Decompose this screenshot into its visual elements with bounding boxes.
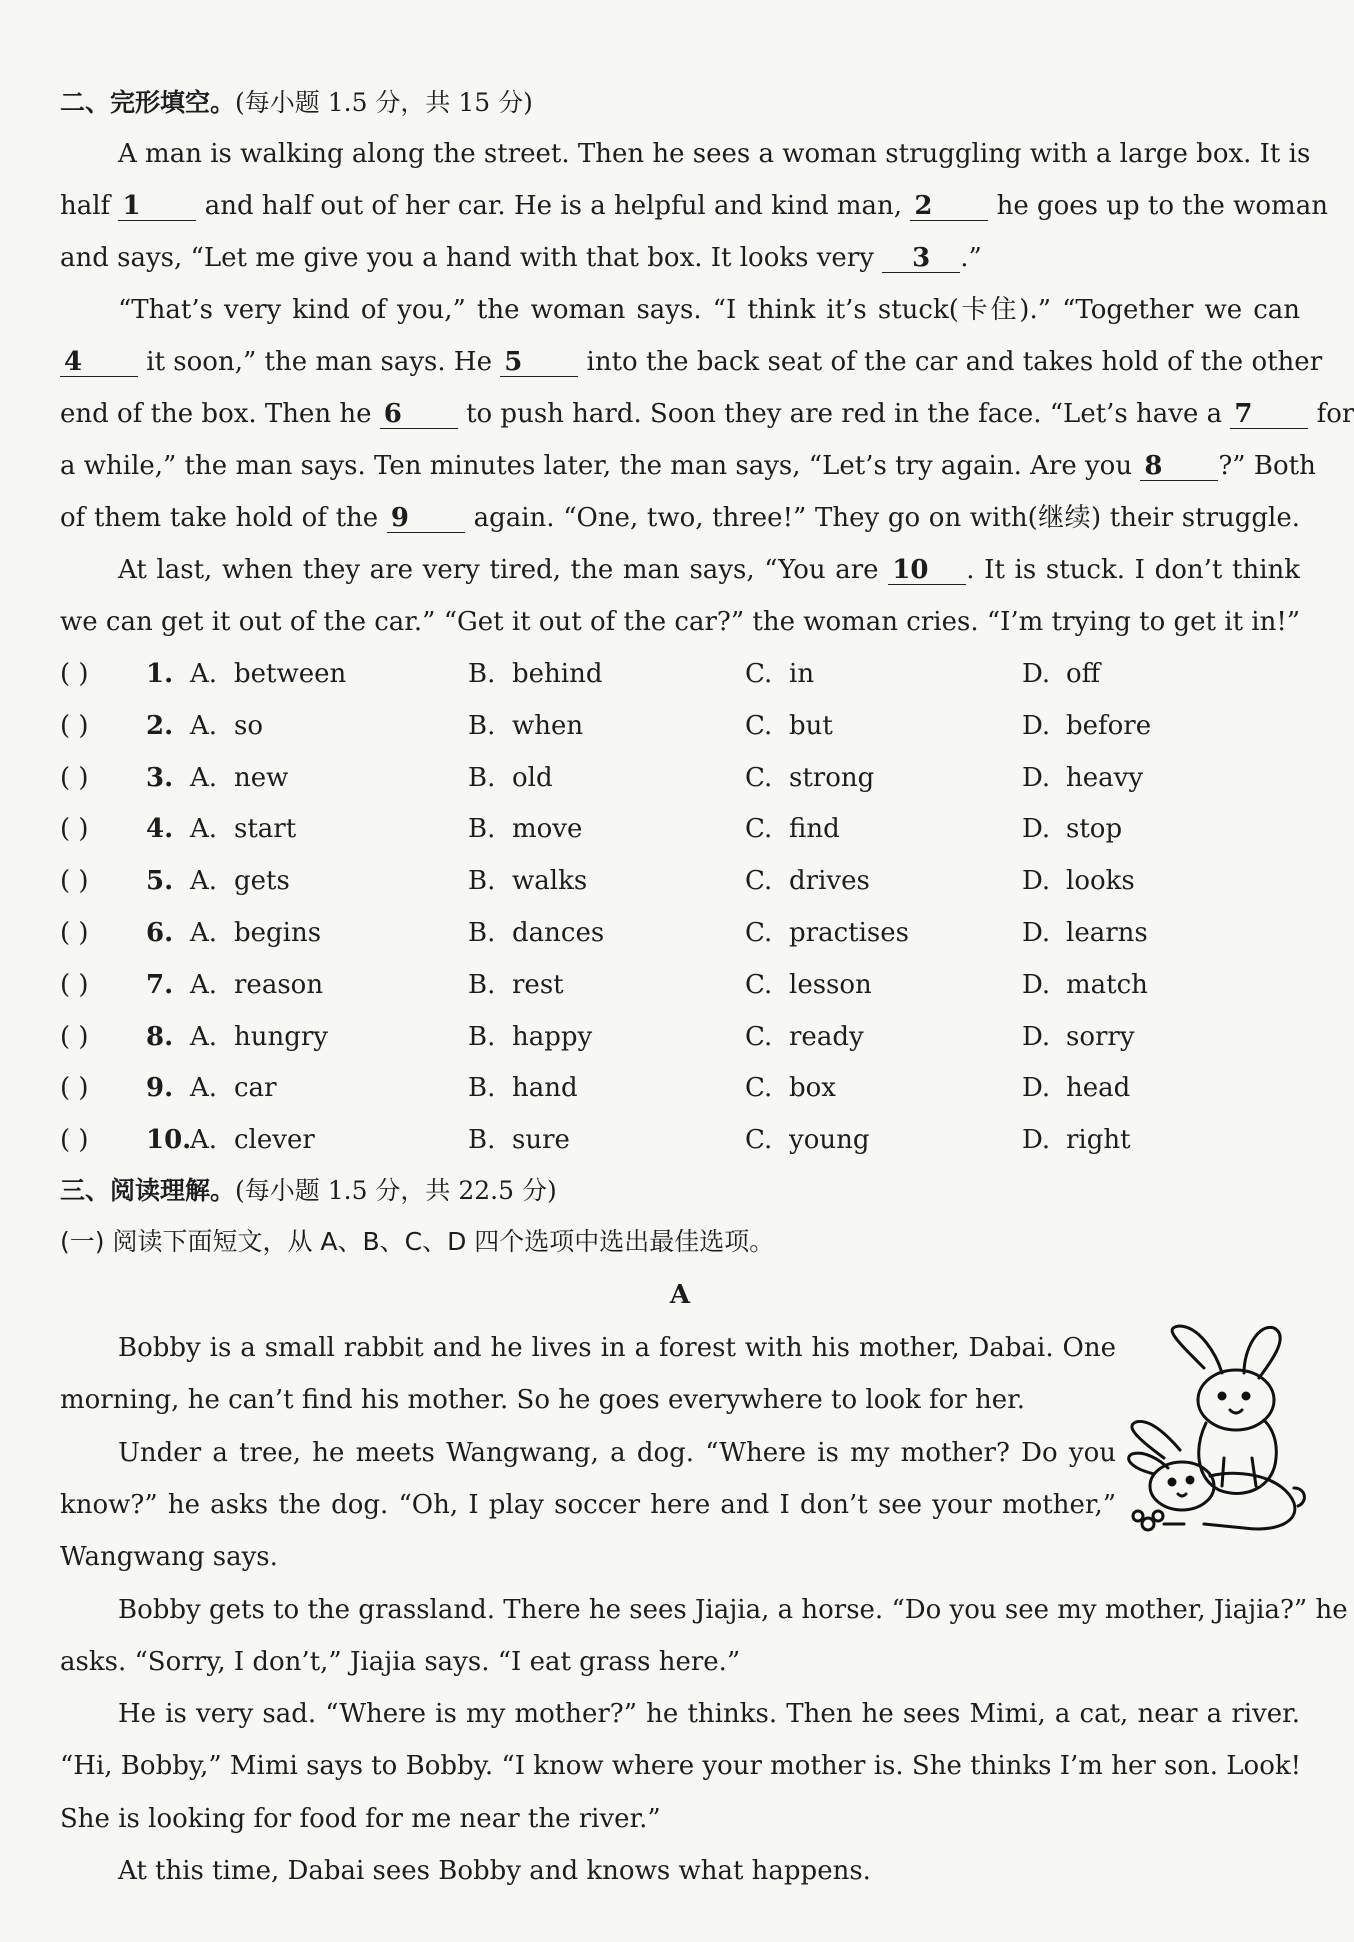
cloze-p2-line4: a while,” the man says. Ten minutes later, the man says, “Let’s try again. Are you 8 ?” Both <box>60 451 1316 481</box>
option-a <box>190 916 321 950</box>
blank-7: 7 <box>1230 400 1308 429</box>
option-letter: A. <box>190 866 218 897</box>
cloze-p1-line1: A man is walking along the street. Then he sees a woman struggling with a large box. It is <box>118 139 1311 169</box>
option-text: looks <box>1066 866 1135 897</box>
cloze-p2-line2: 4 it soon,” the man says. He 5 into the back seat of the car and takes hold of the other <box>60 345 1300 379</box>
option-letter: D. <box>1022 866 1051 897</box>
option-text: learns <box>1066 918 1148 948</box>
option-text: new <box>234 762 289 793</box>
passage-line: asks. “Sorry, I don’t,” Jiajia says. “I eat grass here.” <box>60 1646 741 1677</box>
option-letter: C. <box>745 1073 773 1104</box>
option-letter: B. <box>468 814 496 845</box>
option-text: stop <box>1066 814 1123 845</box>
section2-note: (每小题 1.5 分，共 15 分) <box>235 88 533 117</box>
option-b <box>468 657 602 691</box>
option-d <box>1022 657 1100 691</box>
answer-box[interactable]: ( ) <box>60 762 89 793</box>
cloze-p2-line5: of them take hold of the 9 again. “One, two, three!” They go on with(继续) their struggle. <box>60 503 1301 533</box>
answer-box[interactable]: ( ) <box>60 1021 89 1052</box>
option-d <box>1022 1020 1135 1054</box>
question-row <box>60 1123 1300 1157</box>
option-d <box>1022 1123 1131 1157</box>
blank-9: 9 <box>387 504 465 533</box>
option-d <box>1022 916 1148 950</box>
question-number: 2. <box>146 710 174 741</box>
option-letter: D. <box>1022 762 1051 793</box>
question-number: 1. <box>146 659 174 689</box>
cloze-p3-line1: At last, when they are very tired, the man says, “You are 10 . It is stuck. I don’t think <box>118 555 1301 585</box>
option-letter: C. <box>745 659 773 689</box>
blank-3: 3 <box>882 244 960 273</box>
blank-1: 1 <box>118 192 196 221</box>
option-text: head <box>1066 1073 1131 1104</box>
blank-2: 2 <box>910 192 988 221</box>
section3-instruction: (一) 阅读下面短文，从 A、B、C、D 四个选项中选出最佳选项。 <box>60 1227 775 1256</box>
answer-box[interactable]: ( ) <box>60 1125 89 1156</box>
option-text: practises <box>789 918 909 948</box>
section2-heading <box>60 86 1300 120</box>
option-letter: C. <box>745 866 773 897</box>
option-letter: D. <box>1022 710 1051 741</box>
question-row <box>60 968 1300 1002</box>
option-a <box>190 1020 328 1054</box>
option-letter: D. <box>1022 1021 1051 1052</box>
option-text: box <box>789 1073 836 1104</box>
question-number: 10. <box>146 1125 192 1156</box>
option-text: rest <box>512 969 564 1000</box>
question-number: 5. <box>146 866 174 897</box>
passage-line: She is looking for food for me near the river.” <box>60 1803 661 1834</box>
answer-box[interactable]: ( ) <box>60 918 89 948</box>
question-number: 4. <box>146 814 174 845</box>
option-letter: A. <box>190 918 218 948</box>
blank-10: 10 <box>888 556 966 585</box>
cloze-p1-line3: and says, “Let me give you a hand with that box. It looks very 3 .” <box>60 243 982 273</box>
answer-box[interactable]: ( ) <box>60 659 89 689</box>
option-text: hand <box>512 1073 578 1104</box>
section3-note: (每小题 1.5 分，共 22.5 分) <box>235 1176 557 1205</box>
option-letter: C. <box>745 814 773 845</box>
passage-line: He is very sad. “Where is my mother?” he thinks. Then he sees Mimi, a cat, near a river. <box>118 1699 1300 1730</box>
option-letter: C. <box>745 969 773 1000</box>
question-number: 7. <box>146 969 174 1000</box>
option-text: hungry <box>234 1021 328 1052</box>
option-a <box>190 968 323 1002</box>
answer-box[interactable]: ( ) <box>60 969 89 1000</box>
option-letter: B. <box>468 659 496 689</box>
section2-title: 二、完形填空。 <box>60 88 236 117</box>
option-letter: A. <box>190 1073 218 1104</box>
section3-heading <box>60 1174 1300 1208</box>
option-letter: D. <box>1022 659 1051 689</box>
question-row <box>60 657 1300 691</box>
option-c <box>745 657 814 691</box>
option-text: right <box>1066 1125 1131 1156</box>
passage-line: Wangwang says. <box>60 1542 278 1573</box>
option-text: young <box>789 1125 870 1156</box>
answer-box[interactable]: ( ) <box>60 710 89 741</box>
option-text: when <box>512 710 584 741</box>
option-letter: B. <box>468 1021 496 1052</box>
option-b <box>468 709 583 743</box>
option-text: off <box>1066 659 1101 689</box>
option-text: match <box>1066 969 1148 1000</box>
question-number: 8. <box>146 1021 174 1052</box>
blank-5: 5 <box>500 348 578 377</box>
option-c <box>745 1123 869 1157</box>
option-text: start <box>234 814 297 845</box>
passage-line: Under a tree, he meets Wangwang, a dog. “Where is my mother? Do you <box>118 1437 1116 1468</box>
passage-line: Bobby is a small rabbit and he lives in a forest with his mother, Dabai. One <box>118 1333 1116 1363</box>
question-number: 3. <box>146 762 174 793</box>
option-letter: B. <box>468 1125 496 1156</box>
option-d <box>1022 812 1122 846</box>
option-text: heavy <box>1066 762 1144 793</box>
answer-box[interactable]: ( ) <box>60 814 89 845</box>
option-text: old <box>512 762 553 793</box>
option-letter: B. <box>468 1073 496 1104</box>
option-d <box>1022 761 1143 795</box>
option-c <box>745 864 870 898</box>
option-text: car <box>234 1073 277 1104</box>
option-text: before <box>1066 710 1152 741</box>
option-a <box>190 864 290 898</box>
option-text: lesson <box>789 969 872 1000</box>
cloze-p1-line2: half 1 and half out of her car. He is a helpful and kind man, 2 he goes up to the woman <box>60 191 1328 221</box>
rabbits-illustration <box>1124 1318 1310 1534</box>
option-letter: C. <box>745 710 773 741</box>
option-text: strong <box>789 762 875 793</box>
blank-6: 6 <box>380 400 458 429</box>
option-d <box>1022 968 1148 1002</box>
option-text: ready <box>789 1021 864 1052</box>
option-text: find <box>789 814 840 845</box>
passage-line: Bobby gets to the grassland. There he sees Jiajia, a horse. “Do you see my mother, Jiajia?” he <box>118 1594 1348 1625</box>
option-text: sure <box>512 1125 570 1156</box>
passage-title: A <box>669 1280 691 1310</box>
option-letter: D. <box>1022 1073 1051 1104</box>
option-text: between <box>234 659 347 689</box>
option-b <box>468 864 587 898</box>
question-number: 6. <box>146 918 174 948</box>
option-a <box>190 709 263 743</box>
question-row <box>60 812 1300 846</box>
blank-8: 8 <box>1140 452 1218 481</box>
option-c <box>745 1071 836 1105</box>
option-letter: B. <box>468 762 496 793</box>
answer-box[interactable]: ( ) <box>60 1073 89 1104</box>
option-a <box>190 1071 277 1105</box>
section3-title: 三、阅读理解。 <box>60 1176 236 1205</box>
answer-box[interactable]: ( ) <box>60 866 89 897</box>
option-letter: C. <box>745 762 773 793</box>
option-c <box>745 916 909 950</box>
option-c <box>745 812 840 846</box>
option-b <box>468 1020 592 1054</box>
question-row <box>60 1071 1300 1105</box>
option-b <box>468 1071 578 1105</box>
option-letter: B. <box>468 710 496 741</box>
option-letter: A. <box>190 814 218 845</box>
passage-line: “Hi, Bobby,” Mimi says to Bobby. “I know where your mother is. She thinks I’m her son. Look! <box>60 1751 1302 1782</box>
question-number: 9. <box>146 1073 174 1104</box>
cloze-p3-line2: we can get it out of the car.” “Get it out of the car?” the woman cries. “I’m trying to get it in!” <box>60 607 1301 637</box>
question-row <box>60 864 1300 898</box>
option-text: move <box>512 814 583 845</box>
option-letter: D. <box>1022 918 1051 948</box>
option-text: drives <box>789 866 870 897</box>
option-text: sorry <box>1066 1021 1135 1052</box>
option-text: dances <box>512 918 605 948</box>
option-c <box>745 968 872 1002</box>
cloze-p2-line3: end of the box. Then he 6 to push hard. Soon they are red in the face. “Let’s have a 7 for <box>60 399 1354 429</box>
question-row <box>60 1020 1300 1054</box>
question-row <box>60 709 1300 743</box>
option-d <box>1022 1071 1130 1105</box>
option-c <box>745 1020 864 1054</box>
option-letter: B. <box>468 918 496 948</box>
option-c <box>745 709 833 743</box>
option-letter: D. <box>1022 1125 1051 1156</box>
option-text: happy <box>512 1021 593 1052</box>
option-letter: A. <box>190 1021 218 1052</box>
option-a <box>190 1123 315 1157</box>
option-b <box>468 916 604 950</box>
option-letter: A. <box>190 1125 218 1156</box>
option-b <box>468 812 582 846</box>
option-text: walks <box>512 866 588 897</box>
option-text: in <box>789 659 815 689</box>
option-letter: B. <box>468 969 496 1000</box>
option-letter: C. <box>745 918 773 948</box>
option-text: clever <box>234 1125 315 1156</box>
option-d <box>1022 864 1135 898</box>
option-letter: A. <box>190 659 218 689</box>
blank-4: 4 <box>60 348 138 377</box>
option-b <box>468 1123 570 1157</box>
option-letter: B. <box>468 866 496 897</box>
option-letter: D. <box>1022 969 1051 1000</box>
question-row <box>60 916 1300 950</box>
cloze-p2-line1: “That’s very kind of you,” the woman says. “I think it’s stuck(卡住).” “Together we can <box>118 295 1300 325</box>
option-text: gets <box>234 866 290 897</box>
option-letter: A. <box>190 762 218 793</box>
passage-line: morning, he can’t find his mother. So he goes everywhere to look for her. <box>60 1385 1025 1416</box>
option-text: so <box>234 710 263 741</box>
option-text: but <box>789 710 833 741</box>
option-a <box>190 761 288 795</box>
option-letter: A. <box>190 710 218 741</box>
question-row <box>60 761 1300 795</box>
option-b <box>468 968 564 1002</box>
option-text: begins <box>234 918 322 948</box>
option-c <box>745 761 874 795</box>
option-letter: A. <box>190 969 218 1000</box>
option-a <box>190 812 296 846</box>
option-d <box>1022 709 1151 743</box>
option-a <box>190 657 346 691</box>
passage-line: At this time, Dabai sees Bobby and knows what happens. <box>118 1856 871 1886</box>
option-text: reason <box>234 969 324 1000</box>
option-letter: D. <box>1022 814 1051 845</box>
option-letter: C. <box>745 1021 773 1052</box>
option-letter: C. <box>745 1125 773 1156</box>
option-b <box>468 761 553 795</box>
passage-line: know?” he asks the dog. “Oh, I play soccer here and I don’t see your mother,” <box>60 1489 1116 1520</box>
option-text: behind <box>512 659 603 689</box>
